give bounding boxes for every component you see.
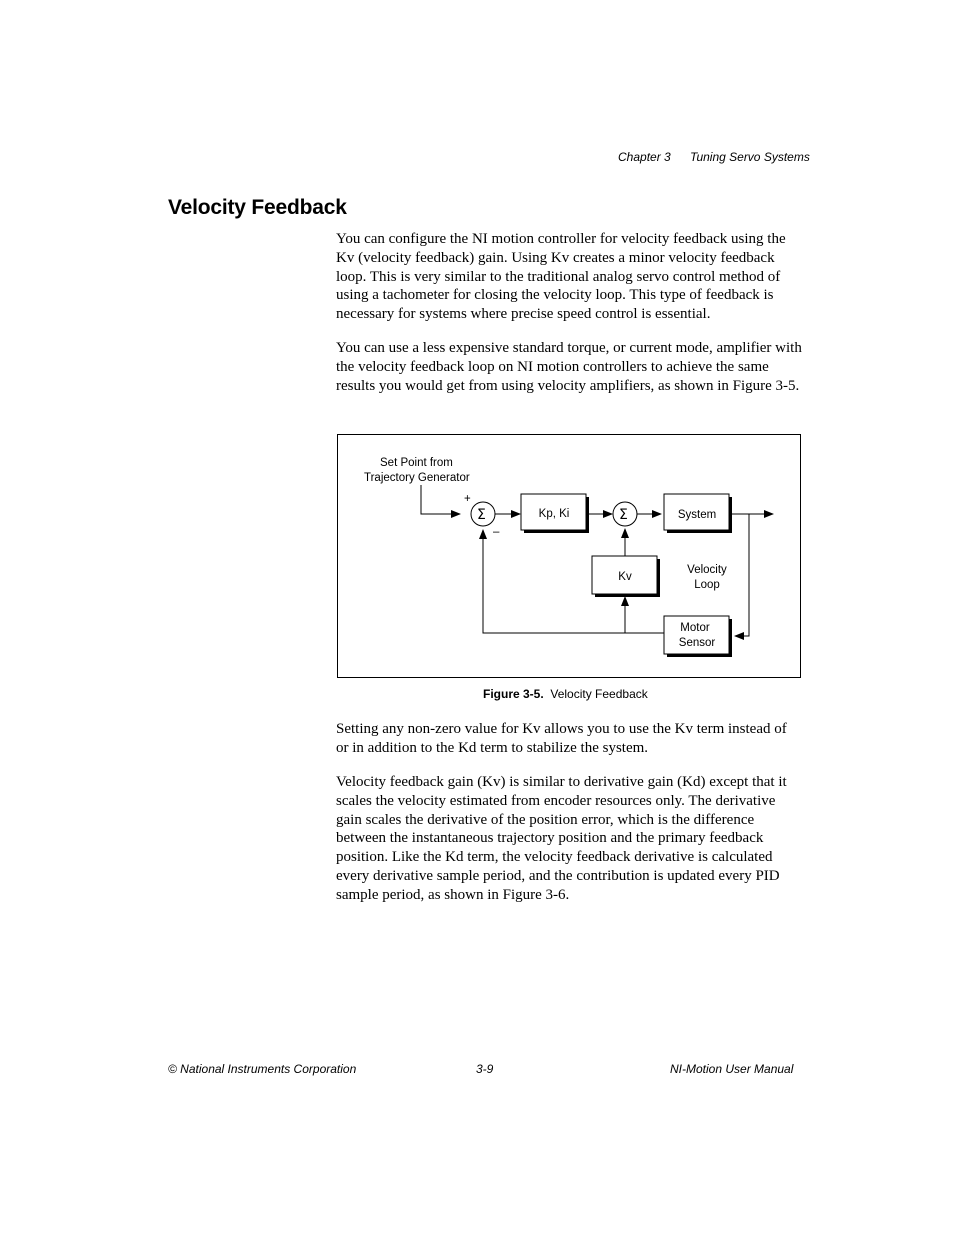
paragraph-3: Setting any non-zero value for Kv allows you to use the Kv term instead of or in addition to the Kd term to stabilize the system. bbox=[336, 721, 787, 756]
block-motor-sensor-line2: Sensor bbox=[678, 637, 716, 649]
footer-left: © National Instruments Corporation bbox=[168, 1062, 357, 1076]
feedback-tap-line bbox=[735, 514, 749, 636]
minus-sign: – bbox=[493, 526, 500, 538]
paragraph-1: You can configure the NI motion controller for velocity feedback using the Kv (velocity feedback) gain. Using Kv creates a minor velocity feedback loop. This is very similar to the traditional analog servo control method of using a tachometer for closing the velocity loop. This type of feedback is necessary for systems where precise speed control is essential. bbox=[336, 231, 786, 323]
header-chapter: Chapter 3 bbox=[618, 150, 671, 164]
loop-label-line2: Loop bbox=[694, 579, 720, 591]
figure-caption-text: Velocity Feedback bbox=[550, 687, 648, 701]
footer-right: NI-Motion User Manual bbox=[670, 1062, 794, 1076]
loop-label-line1: Velocity bbox=[687, 564, 727, 576]
input-line bbox=[421, 485, 460, 514]
input-label-line1: Set Point from bbox=[380, 457, 453, 469]
block-kp-ki-label: Kp, Ki bbox=[538, 508, 570, 520]
figure-caption bbox=[483, 687, 648, 701]
input-label-line2: Trajectory Generator bbox=[364, 472, 470, 484]
sum-symbol-1: Σ bbox=[477, 507, 486, 523]
paragraph-2: You can use a less expensive standard torque, or current mode, amplifier with the velocity feedback loop on NI motion controllers to achieve the same results you would get from using velocity amplifiers, as shown in Figure 3-5. bbox=[336, 340, 802, 394]
section-title: Velocity Feedback bbox=[168, 196, 347, 219]
block-kv-label: Kv bbox=[618, 571, 632, 583]
block-motor-sensor-line1: Motor bbox=[680, 622, 710, 634]
paragraph-4: Velocity feedback gain (Kv) is similar to derivative gain (Kd) except that it scales the velocity estimated from encoder resources only. The derivative gain scales the derivative of the position error, which is the difference between the instantaneous trajectory position and the primary feedback position. Like the Kd term, the velocity feedback derivative is calculated every derivative sample period, and the contribution is updated every PID sample period, as shown in Figure 3-6. bbox=[336, 774, 787, 903]
figure-velocity-feedback bbox=[337, 434, 801, 678]
sum-symbol-2: Σ bbox=[619, 507, 628, 523]
figure-caption-label: Figure 3-5. bbox=[483, 687, 544, 701]
plus-sign: + bbox=[464, 493, 471, 505]
block-diagram bbox=[338, 435, 800, 677]
footer-page-number: 3-9 bbox=[476, 1062, 494, 1076]
header-title: Tuning Servo Systems bbox=[690, 150, 810, 164]
block-system-label: System bbox=[677, 509, 717, 521]
